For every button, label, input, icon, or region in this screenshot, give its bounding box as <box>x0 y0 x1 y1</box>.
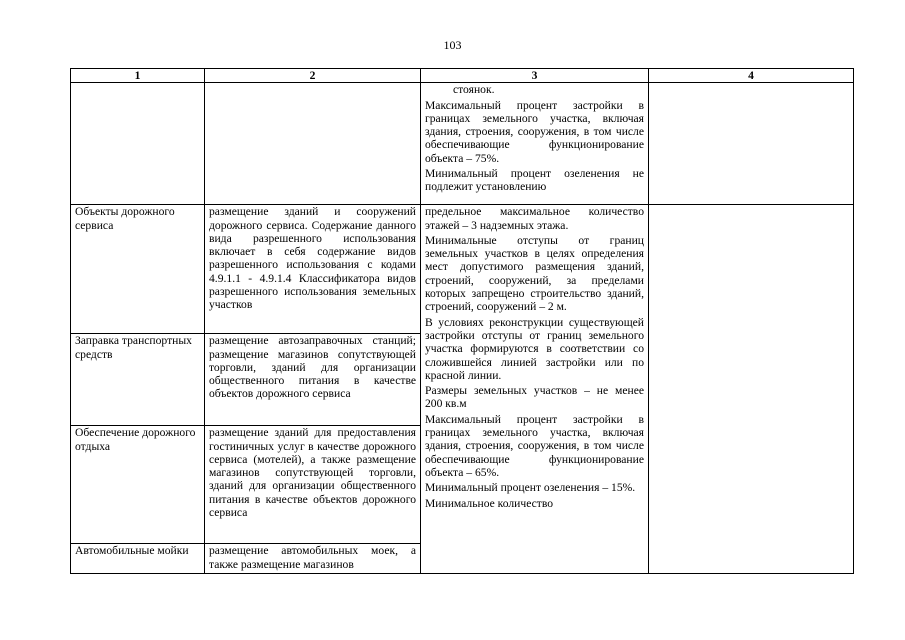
continuation-line-3: Минимальный процент озеленения не подлежит установлению <box>425 167 644 194</box>
column-header-1: 1 <box>71 69 205 83</box>
column-4-cell <box>649 205 854 574</box>
page-number: 103 <box>443 38 462 52</box>
use-description-cell: размещение зданий для предоставления гостиничных услуг в качестве дорожного сервиса (мотелей), а также размещение магазинов сопутствующей торговли, зданий для организации общественного питания в качестве объектов дорожного сервиса <box>205 426 421 544</box>
param-setbacks: Минимальные отступы от границ земельных участков в целях определения мест допустимого размещения зданий, строений, сооружений, за пределами которых запрещено строительство зданий, строений, сооружений – 2 м. <box>425 233 644 314</box>
parameters-cell <box>421 205 649 574</box>
param-floors: предельное максимальное количество этажей – 3 надземных этажа. <box>425 205 644 232</box>
continuation-col4-cell <box>649 83 854 205</box>
continuation-name-cell <box>71 83 205 205</box>
use-description-cell: размещение зданий и сооружений дорожного сервиса. Содержание данного вида разрешенного использования включает в себя содержание видов разрешенного использования с кодами 4.9.1.1 - 4.9.1.4 Классификатора видов разрешенного использования земельных участков <box>205 205 421 334</box>
use-name-cell: Заправка транспортных средств <box>71 334 205 426</box>
table-header-row <box>71 69 854 83</box>
column-header-3: 3 <box>421 69 649 83</box>
param-max-coverage: Максимальный процент застройки в границах земельного участка, включая здания, строения, сооружения, в том числе обеспечивающие функционирование объекта – 65%. <box>425 412 644 479</box>
continuation-description-cell <box>205 83 421 205</box>
column-header-4: 4 <box>649 69 854 83</box>
use-name-cell: Объекты дорожного сервиса <box>71 205 205 334</box>
continuation-line-2: Максимальный процент застройки в границах земельного участка, включая здания, строения, сооружения, в том числе обеспечивающие функционирование объекта – 75%. <box>425 98 644 165</box>
param-min-greenery: Минимальный процент озеленения – 15%. <box>425 481 636 495</box>
param-min-count: Минимальное количество <box>425 496 554 510</box>
table-row-continuation <box>71 83 854 205</box>
regulations-table <box>70 68 854 574</box>
continuation-line-1: стоянок. <box>453 83 495 97</box>
use-name-cell: Обеспечение дорожного отдыха <box>71 426 205 544</box>
use-description-cell: размещение автозаправочных станций; размещение магазинов сопутствующей торговли, зданий для организации общественного питания в качестве объектов дорожного сервиса <box>205 334 421 426</box>
continuation-params-cell <box>421 83 649 205</box>
use-description-cell: размещение автомобильных моек, а также размещение магазинов <box>205 544 421 574</box>
param-plot-size: Размеры земельных участков – не менее 200 кв.м <box>425 384 644 411</box>
use-name-cell: Автомобильные мойки <box>71 544 205 574</box>
column-header-2: 2 <box>205 69 421 83</box>
param-reconstruction: В условиях реконструкции существующей застройки отступы от границ земельного участка формируются в соответствии со сложившейся линией застройки или по красной линии. <box>425 315 644 382</box>
table-row <box>71 205 854 334</box>
